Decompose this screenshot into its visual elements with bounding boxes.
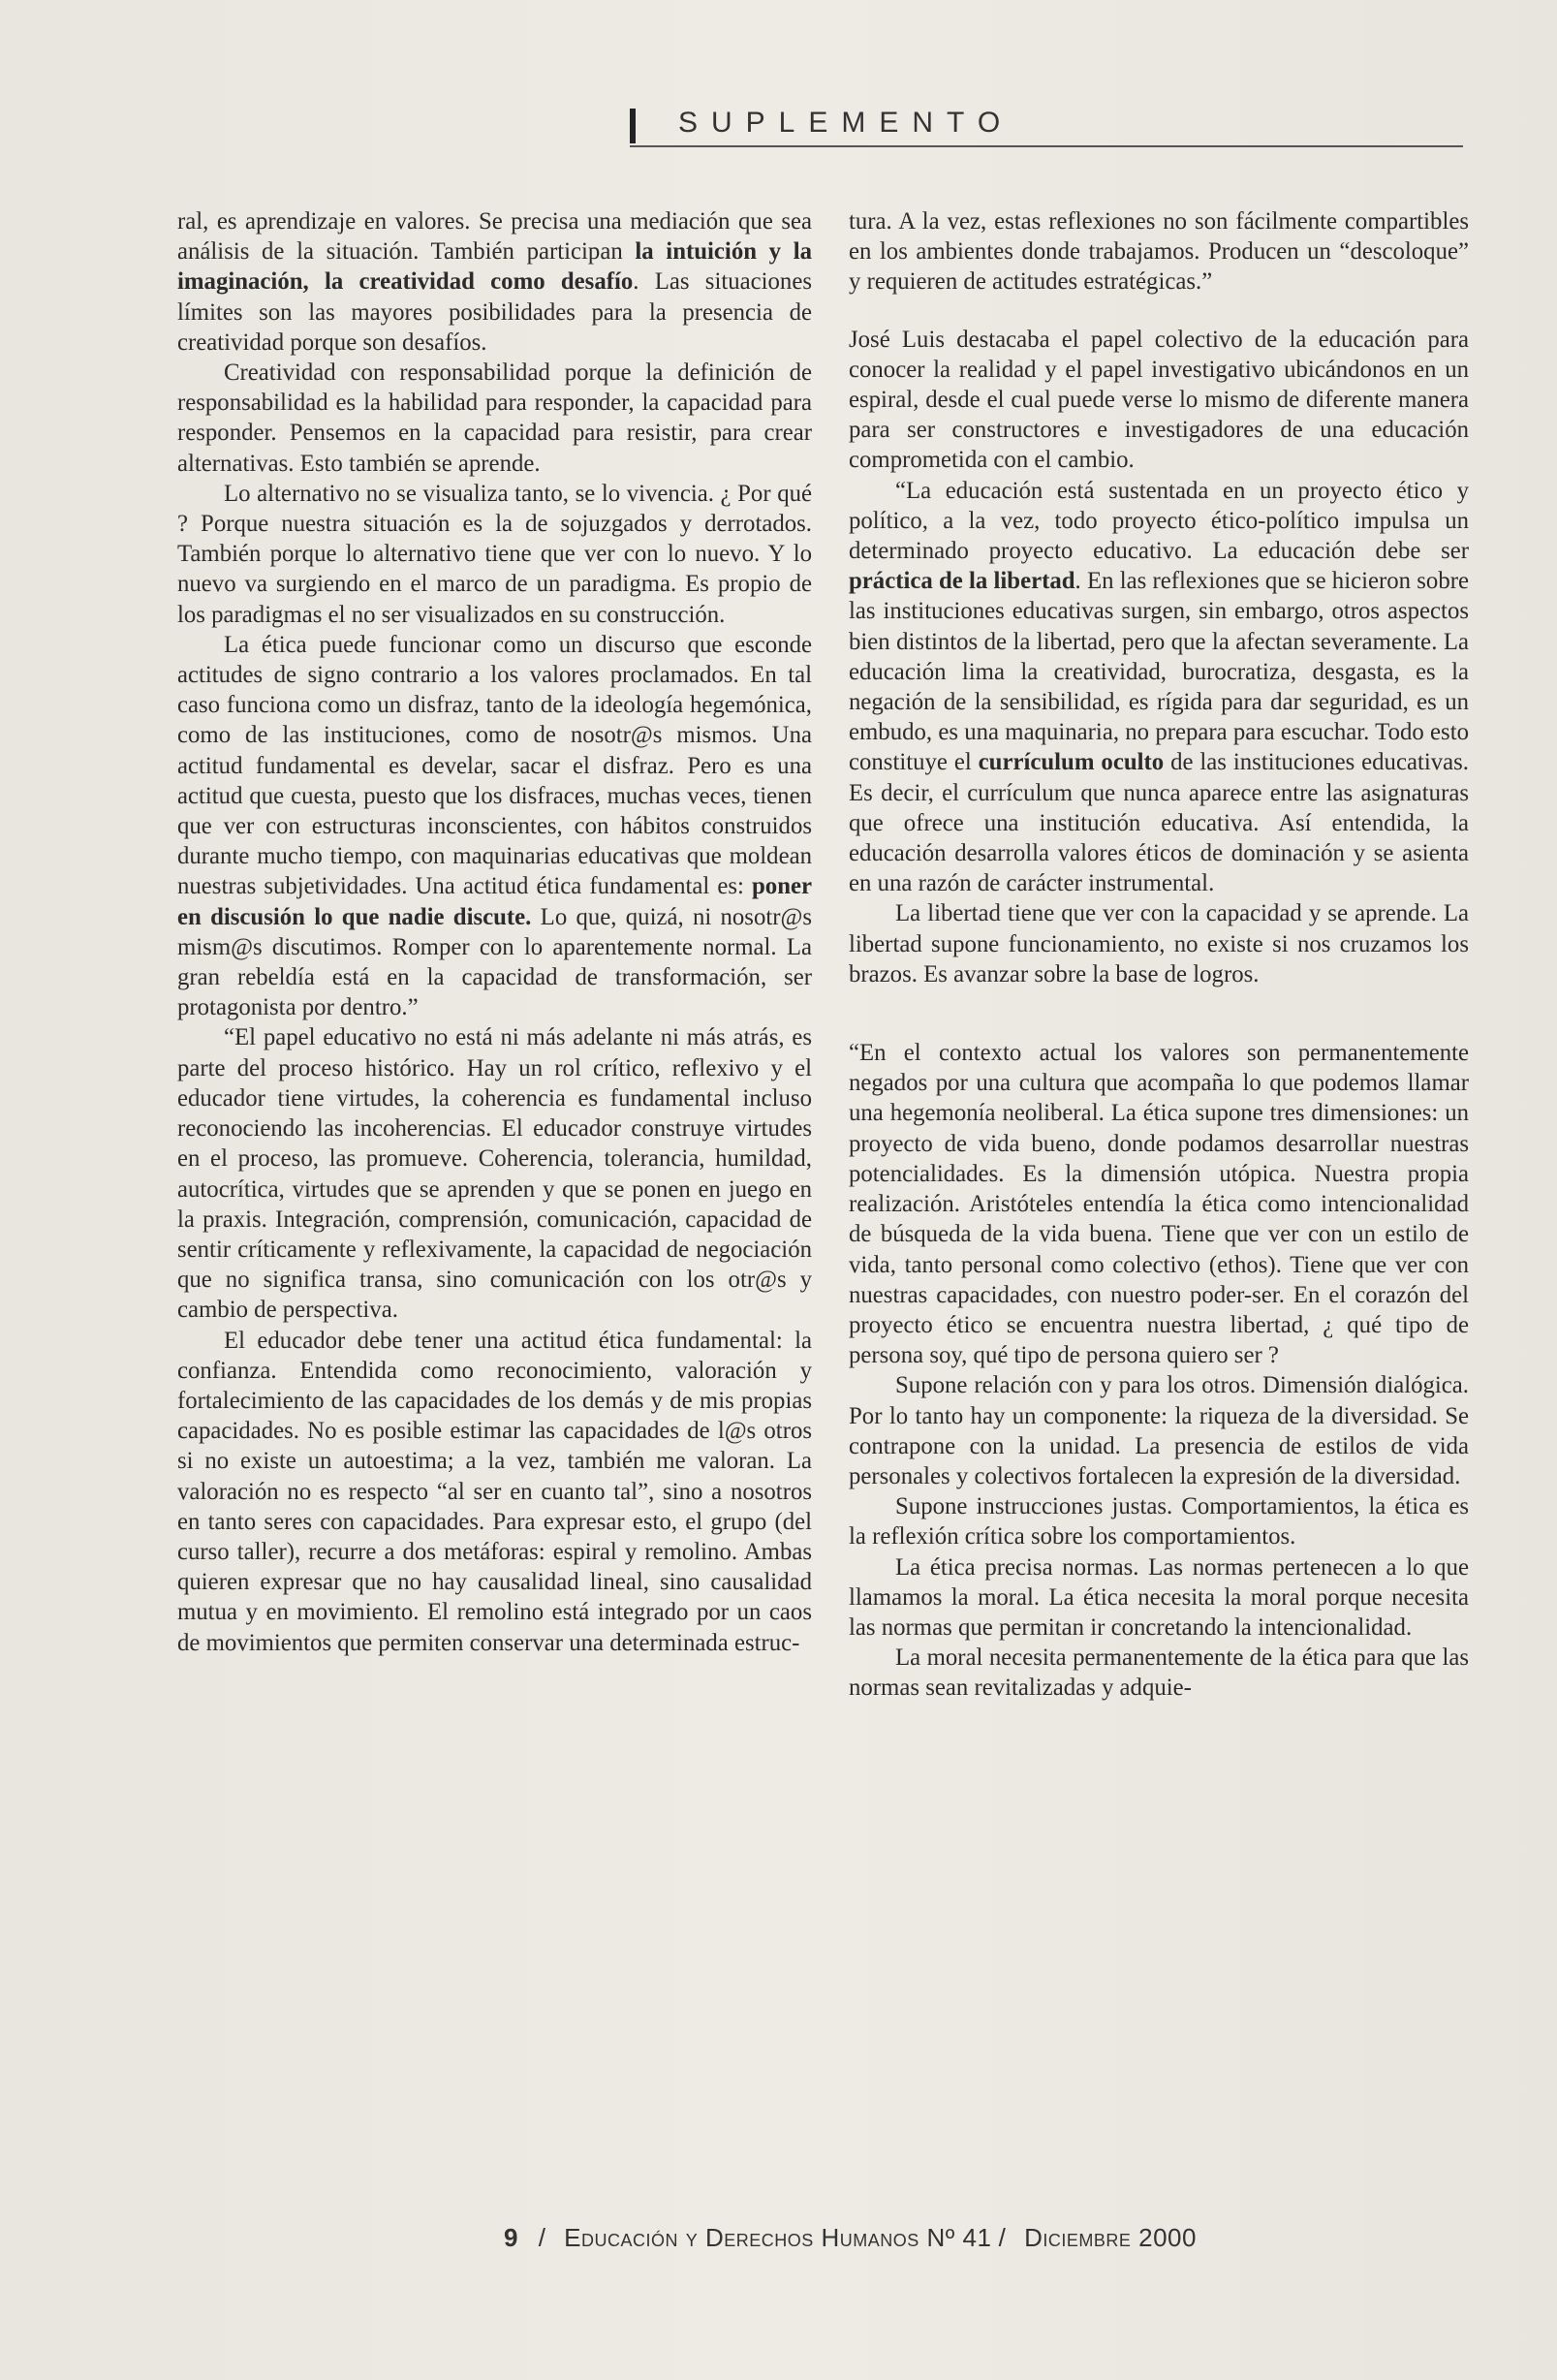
footer-separator: / [538,2223,545,2252]
bold-phrase: la intuición y la imaginación, la creatividad como desafío [177,238,812,296]
paragraph: La moral necesita permanentemente de la ética para que las normas sean revitalizadas y adquie- [849,1644,1469,1702]
section-title: SUPLEMENTO [678,107,1014,139]
paragraph: Lo alternativo no se visualiza tanto, se lo vivencia. ¿ Por qué ? Porque nuestra situación es la de sojuzgados y derrotados. También porque lo alternativo tiene que ver con lo nuevo. Y lo nuevo va surgiendo en el marco de un paradigma. Es propio de los paradigmas el no ser visualizados en su construcción. [177,480,812,628]
paragraph: Creatividad con responsabilidad porque la definición de responsabilidad es la habilidad para responder, la capacidad para responder. Pensemos en la capacidad para resistir, para crear alternativas. Esto también se aprende. [177,360,812,477]
page-number: 9 [504,2223,518,2252]
paragraph: “En el contexto actual los valores son permanentemente negados por una cultura que acompaña lo que podemos llamar una hegemonía neoliberal. La ética supone tres dimensiones: un proyecto de vida bueno, donde podamos desarrollar nuestras potencialidades. Es la dimensión utópica. Nuestra propia realización. Aristóteles entendía la ética como intencionalidad de búsqueda de la vida buena. Tiene que ver con un estilo de vida, tanto personal como colectivo (ethos). Tiene que ver con nuestras capacidades, con nuestro poder-ser. En el corazón del proyecto ético se encuentra nuestra libertad, ¿ qué tipo de persona soy, qué tipo de persona quiero ser ? [849,1040,1469,1369]
footer-separator: / [998,2223,1006,2252]
left-column [177,206,812,2222]
page-footer [504,2223,1279,2262]
header-bar [630,109,636,143]
bold-phrase: poner en discusión lo que nadie discute. [177,873,812,930]
paragraph: Supone relación con y para los otros. Dimensión dialógica. Por lo tanto hay un componente: la riqueza de la diversidad. Se contrapone con la unidad. La presencia de estilos de vida personales y colectivos fortalecen la expresión de la diversidad. [849,1372,1469,1489]
right-column [849,206,1469,2222]
paragraph: “El papel educativo no está ni más adelante ni más atrás, es parte del proceso histórico. Hay un rol crítico, reflexivo y el educador tiene virtudes, la coherencia es fundamental incluso reconociendo las incoherencias. El educador construye virtudes en el proceso, las promueve. Coherencia, tolerancia, humildad, autocrítica, virtudes que se aprenden y que se ponen en juego en la praxis. Integración, comprensión, comunicación, capacidad de sentir críticamente y reflexivamente, la capacidad de negociación que no significa transa, sino comunicación con los otr@s y cambio de perspectiva. [177,1024,812,1324]
paragraph: El educador debe tener una actitud ética fundamental: la confianza. Entendida como reconocimiento, valoración y fortalecimiento de las capacidades de los demás y de mis propias capacidades. No es posible estimar las capacidades de l@s otros si no existe un autoestima; a la vez, también me valoran. La valoración no es respecto “al ser en cuanto tal”, sino a nosotros en tanto seres con capacidades. Para expresar esto, el grupo (del curso taller), recurre a dos metáforas: espiral y remolino. Ambas quieren expresar que no hay causalidad lineal, sino causalidad mutua y en movimiento. El remolino está integrado por un caos de movimientos que permiten conservar una determinada estruc- [177,1327,812,1656]
section-header [630,105,1463,147]
paragraph: José Luis destacaba el papel colectivo de la educación para conocer la realidad y el papel investigativo ubicándonos en un espiral, desde el cual puede verse lo mismo de diferente manera para ser constructores e investigadores de una educación comprometida con el cambio. [849,326,1469,474]
issue-date: Diciembre 2000 [1024,2223,1197,2252]
paragraph: “La educación está sustentada en un proyecto ético y político, a la vez, todo proyecto ético-político impulsa un determinado proyecto educativo. La educación debe ser práctica de la libertad. En las reflexiones que se hicieron sobre las instituciones educativas surgen, sin embargo, otros aspectos bien distintos de la libertad, pero que la afectan severamente. La educación lima la creatividad, burocratiza, desgasta, es la negación de la sensibilidad, es rígida para dar seguridad, es un embudo, es una maquinaria, no prepara para escuchar. Todo esto constituye el currículum oculto de las instituciones educativas. Es decir, el currículum que nunca aparece entre las asignaturas que ofrece una institución educativa. Así entendida, la educación desarrolla valores éticos de dominación y se asienta en una razón de carácter instrumental. [849,477,1469,897]
paragraph: La ética precisa normas. Las normas pertenecen a lo que llamamos la moral. La ética necesita la moral porque necesita las normas que permitan ir concretando la intencionalidad. [849,1553,1469,1641]
paragraph: ral, es aprendizaje en valores. Se precisa una mediación que sea análisis de la situación. También participan la intuición y la imaginación, la creatividad como desafío. Las situaciones límites son las mayores posibilidades para la presencia de creatividad porque son desafíos. [177,208,812,356]
paragraph: tura. A la vez, estas reflexiones no son fácilmente compartibles en los ambientes donde trabajamos. Producen un “descoloque” y requieren de actitudes estratégicas.” [849,208,1469,296]
publication-name: Educación y Derechos Humanos Nº 41 [564,2223,992,2252]
bold-phrase: práctica de la libertad [849,568,1075,595]
paragraph: La libertad tiene que ver con la capacidad y se aprende. La libertad supone funcionamiento, no existe si nos cruzamos los brazos. Es avanzar sobre la base de logros. [849,900,1469,987]
bold-phrase: currículum oculto [978,749,1165,776]
paragraph: La ética puede funcionar como un discurso que esconde actitudes de signo contrario a los valores proclamados. En tal caso funciona como un disfraz, tanto de la ideología hegemónica, como de las instituciones, como de nosotr@s mismos. Una actitud fundamental es develar, sacar el disfraz. Pero es una actitud que cuesta, puesto que los disfraces, muchas veces, tienen que ver con estructuras inconscientes, con hábitos construidos durante mucho tiempo, con maquinarias educativas que moldean nuestras subjetividades. Una actitud ética fundamental es: poner en discusión lo que nadie discute. Lo que, quizá, ni nosotr@s mism@s discutimos. Romper con lo aparentemente normal. La gran rebeldía está en la capacidad de transformación, ser protagonista por dentro.” [177,631,812,1021]
paragraph: Supone instrucciones justas. Comportamientos, la ética es la reflexión crítica sobre los comportamientos. [849,1493,1469,1550]
